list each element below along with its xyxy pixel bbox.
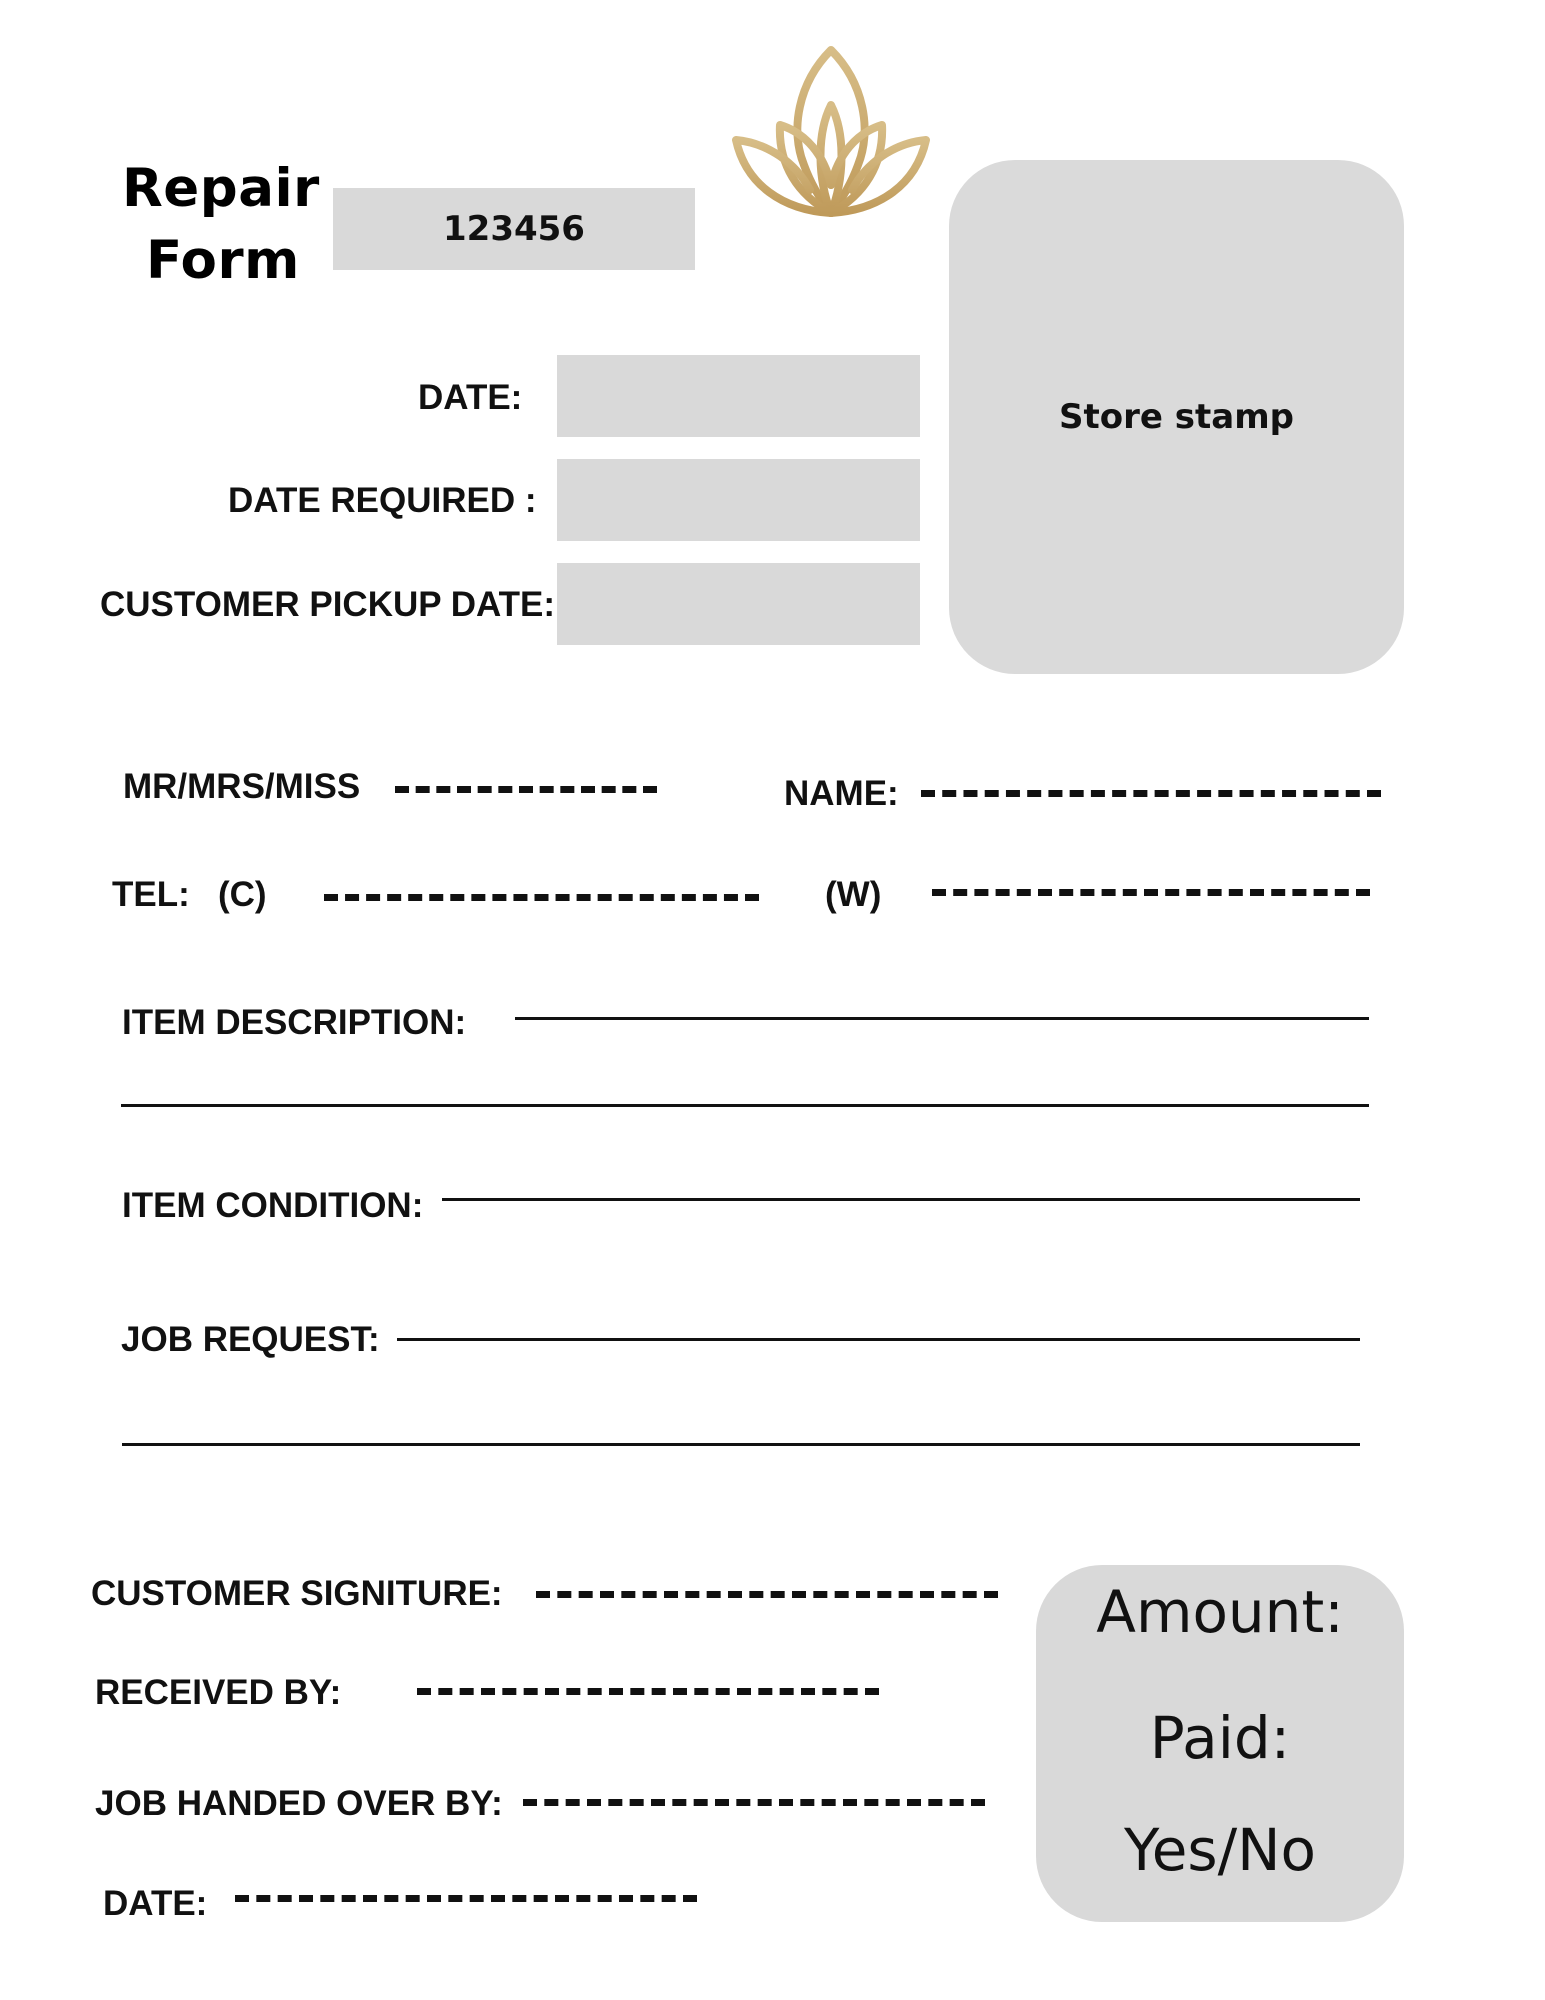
item-condition-line[interactable]	[442, 1198, 1360, 1201]
signature-entry-line[interactable]	[536, 1591, 998, 1598]
signature-label: CUSTOMER SIGNITURE:	[91, 1574, 503, 1613]
form-number-value: 123456	[443, 209, 585, 249]
footer-date-entry-line[interactable]	[235, 1895, 697, 1902]
received-by-label: RECEIVED BY:	[95, 1673, 342, 1712]
name-entry-line[interactable]	[921, 790, 1381, 797]
yes-no-label[interactable]: Yes/No	[1123, 1816, 1317, 1884]
title-label: MR/MRS/MISS	[123, 767, 361, 806]
job-request-line-1[interactable]	[397, 1338, 1360, 1341]
date-required-label: DATE REQUIRED :	[228, 481, 537, 520]
title-entry-line[interactable]	[395, 786, 657, 793]
paid-label: Paid:	[1149, 1704, 1291, 1772]
form-number-field[interactable]	[333, 188, 695, 270]
lotus-logo-icon	[728, 45, 934, 220]
store-stamp-area	[949, 160, 1404, 674]
tel-w-label: (W)	[825, 875, 882, 914]
tel-w-entry-line[interactable]	[932, 889, 1370, 896]
date-required-field[interactable]	[557, 459, 920, 541]
handed-over-entry-line[interactable]	[523, 1799, 985, 1806]
name-label: NAME:	[784, 774, 899, 813]
footer-date-label: DATE:	[103, 1884, 208, 1923]
tel-c-entry-line[interactable]	[324, 894, 759, 901]
payment-box	[1036, 1565, 1404, 1922]
handed-over-label: JOB HANDED OVER BY:	[95, 1784, 503, 1823]
amount-label: Amount:	[1096, 1578, 1344, 1646]
pickup-date-label: CUSTOMER PICKUP DATE:	[100, 585, 556, 624]
item-description-line-1[interactable]	[515, 1017, 1369, 1020]
item-description-label: ITEM DESCRIPTION:	[122, 1003, 467, 1042]
date-label: DATE:	[418, 378, 523, 417]
received-by-entry-line[interactable]	[417, 1688, 879, 1695]
tel-label: TEL:	[112, 875, 190, 914]
job-request-line-2[interactable]	[122, 1443, 1360, 1446]
form-title-line2: Form	[146, 230, 300, 291]
job-request-label: JOB REQUEST:	[121, 1320, 380, 1359]
date-field[interactable]	[557, 355, 920, 437]
item-condition-label: ITEM CONDITION:	[122, 1186, 424, 1225]
store-stamp-label: Store stamp	[1059, 397, 1294, 437]
item-description-line-2[interactable]	[121, 1104, 1369, 1107]
tel-c-label: (C)	[218, 875, 267, 914]
pickup-date-field[interactable]	[557, 563, 920, 645]
form-title-line1: Repair	[122, 158, 320, 219]
